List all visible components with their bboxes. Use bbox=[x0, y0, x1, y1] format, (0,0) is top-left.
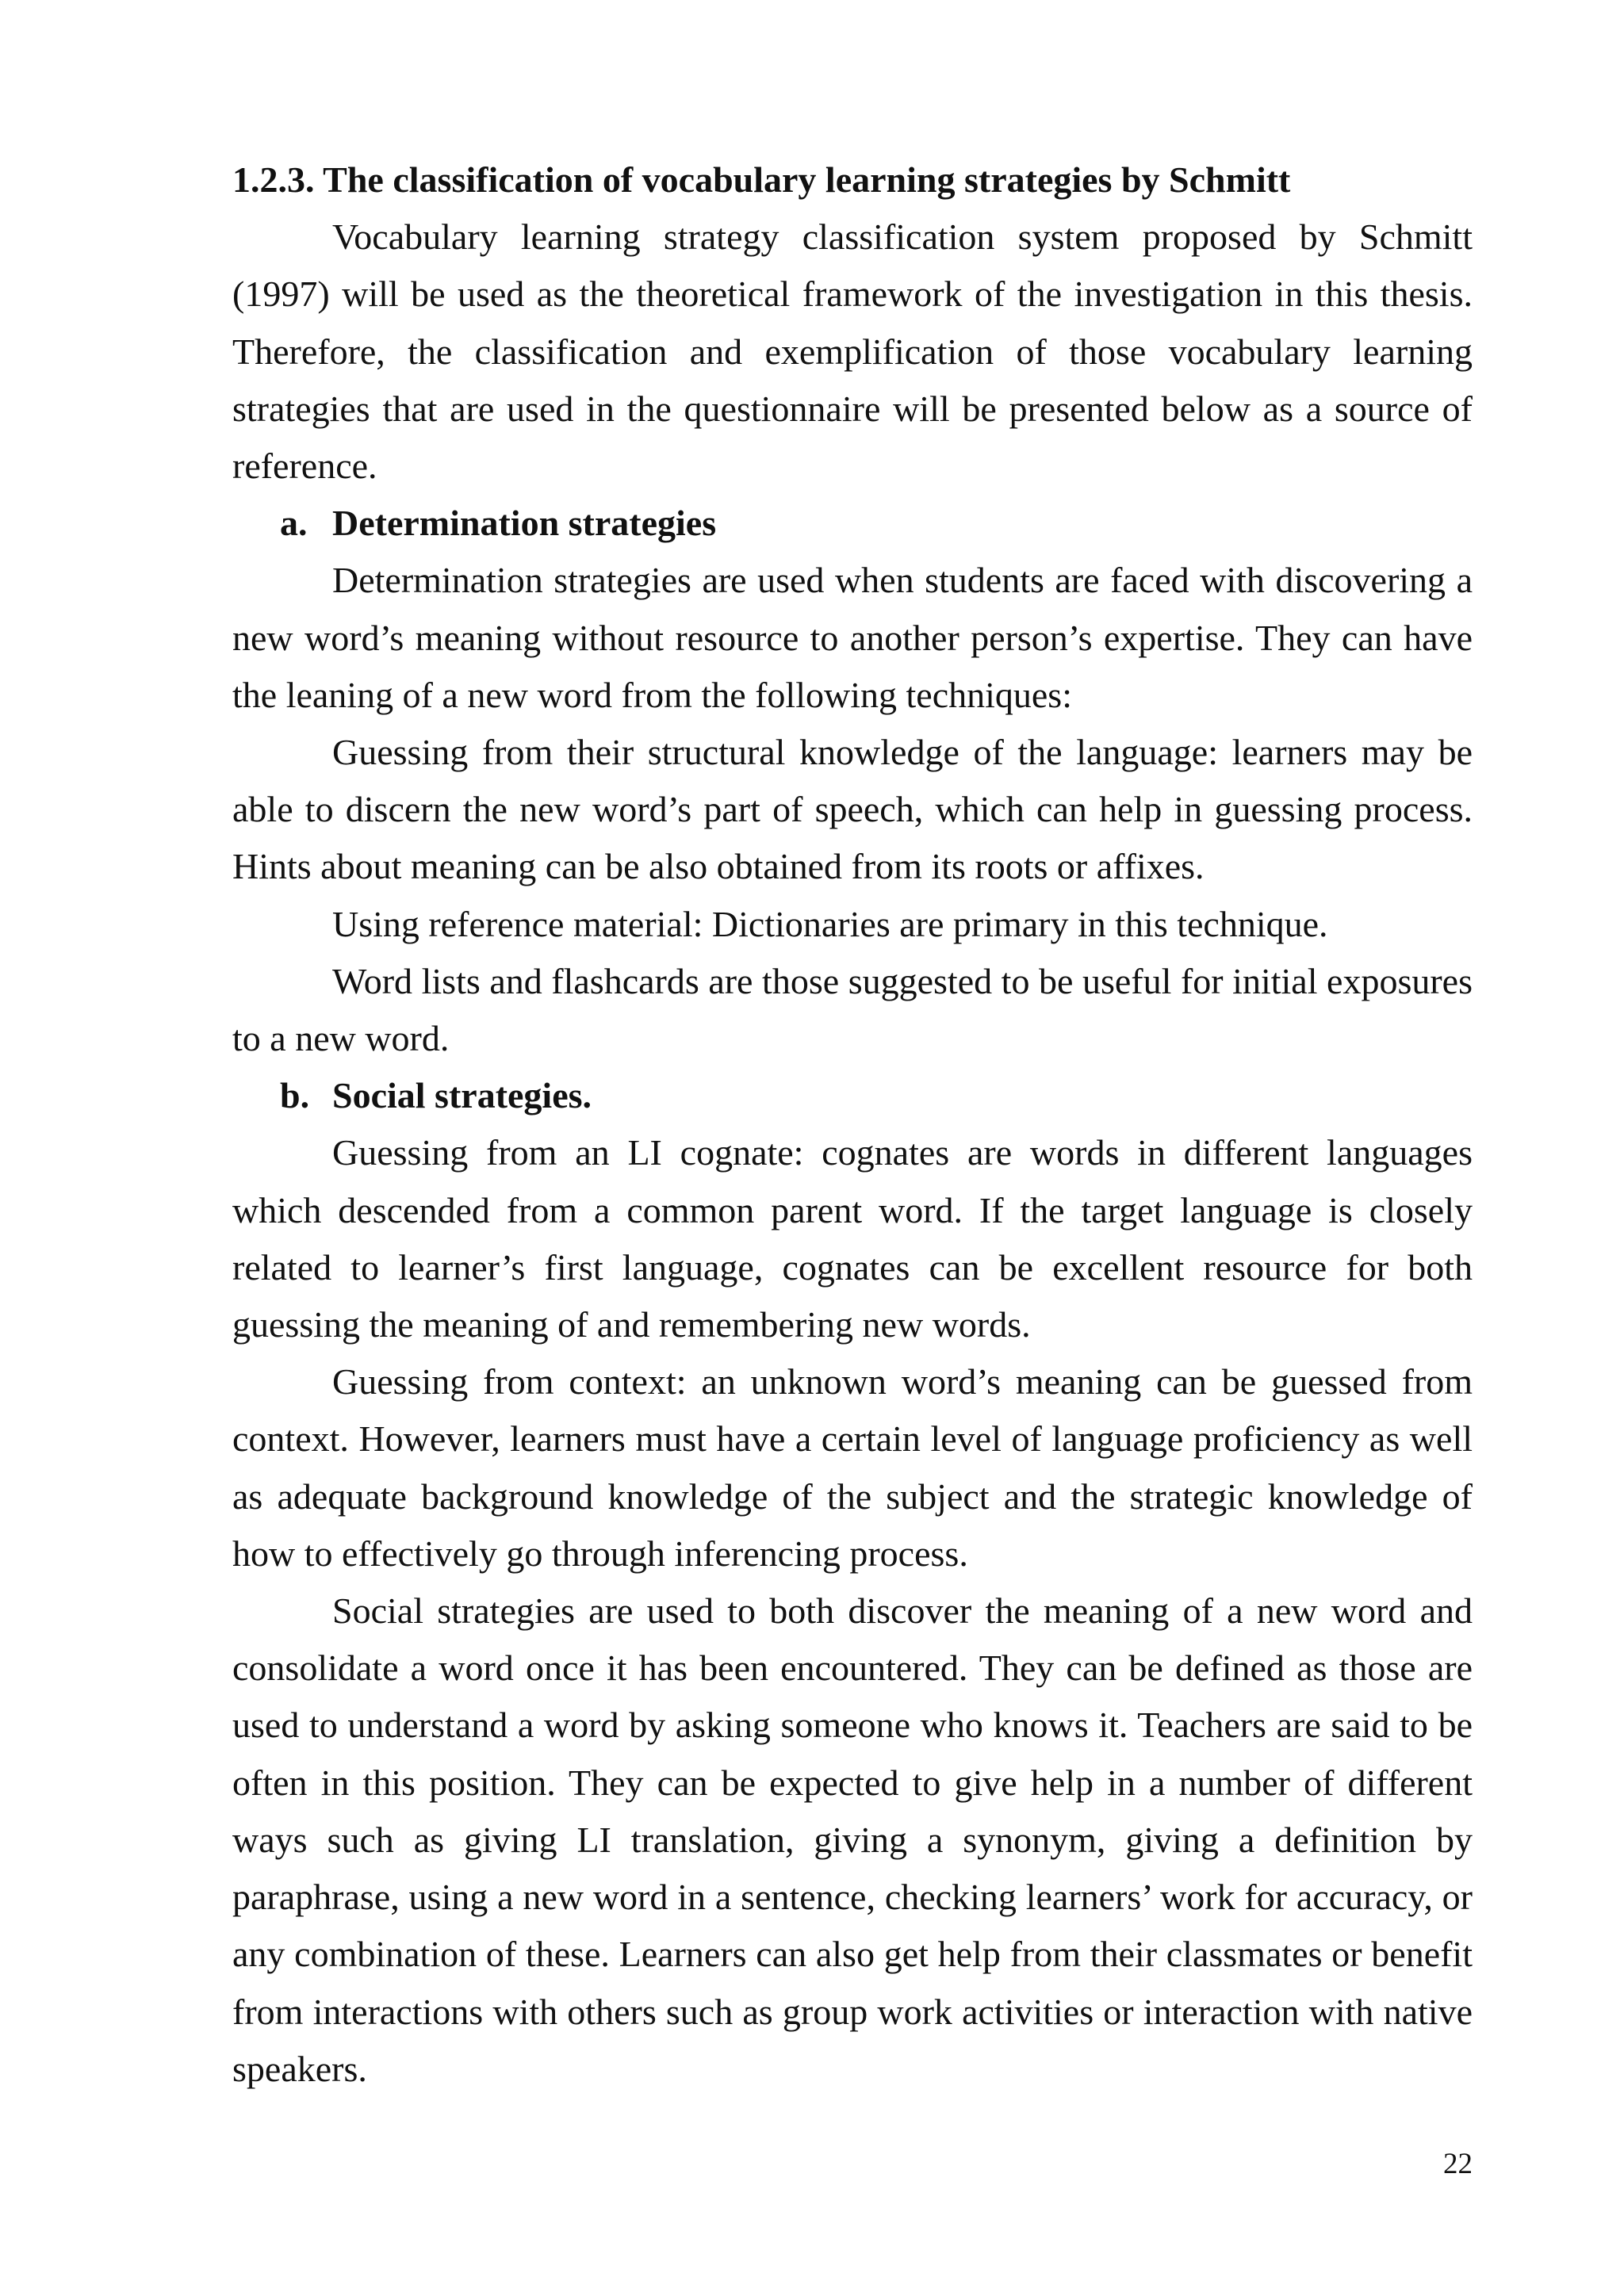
paragraph: Word lists and flashcards are those suggested to be useful for initial exposures to a new word. bbox=[232, 960, 1473, 1059]
paragraph: Determination strategies are used when students are faced with discovering a new word’s meaning without resource to another person’s expertise. They can have the leaning of a new word from the following techniques: bbox=[232, 560, 1473, 715]
page-number: 22 bbox=[1443, 2148, 1473, 2180]
paragraph: Guessing from context: an unknown word’s meaning can be guessed from context. However, learners must have a certain level of language proficiency as well as adequate background knowledge of the subject and the strategic knowledge of how to effectively go through inferencing process. bbox=[232, 1361, 1473, 1574]
paragraph: Social strategies are used to both discover the meaning of a new word and consolidate a word once it has been encountered. They can be defined as those are used to understand a word by asking someone who knows it. Teachers are said to be often in this position. They can be expected to give help in a number of different ways such as giving LI translation, giving a synonym, giving a definition by paraphrase, using a new word in a sentence, checking learners’ work for accuracy, or any combination of these. Learners can also get help from their classmates or benefit from interactions with others such as group work activities or interaction with native speakers. bbox=[232, 1590, 1473, 2089]
section-heading: 1.2.3. The classification of vocabulary learning strategies by Schmitt bbox=[232, 159, 1291, 200]
subheading-marker: b. bbox=[280, 1075, 310, 1116]
subheading-marker: a. bbox=[280, 503, 308, 544]
page-content bbox=[232, 151, 1473, 2098]
paragraph: Guessing from an LI cognate: cognates are words in different languages which descended from a common parent word. If the target language is closely related to learner’s first language, cognates can be excellent resource for both guessing the meaning of and remembering new words. bbox=[232, 1132, 1473, 1345]
paragraph: Guessing from their structural knowledge of the language: learners may be able to discern the new word’s part of speech, which can help in guessing process. Hints about meaning can be also obtained from its roots or affixes. bbox=[232, 732, 1473, 887]
subheading-determination-strategies bbox=[232, 495, 1473, 552]
subheading-title: Social strategies. bbox=[332, 1075, 592, 1116]
subheading-social-strategies bbox=[232, 1067, 1473, 1124]
subheading-title: Determination strategies bbox=[332, 503, 717, 544]
intro-paragraph: Vocabulary learning strategy classification system proposed by Schmitt (1997) will be used as the theoretical framework of the investigation in this thesis. Therefore, the classification and exemplification of those vocabulary learning strategies that are used in the questionnaire will be presented below as a source of reference. bbox=[232, 216, 1473, 487]
paragraph: Using reference material: Dictionaries are primary in this technique. bbox=[332, 903, 1328, 944]
